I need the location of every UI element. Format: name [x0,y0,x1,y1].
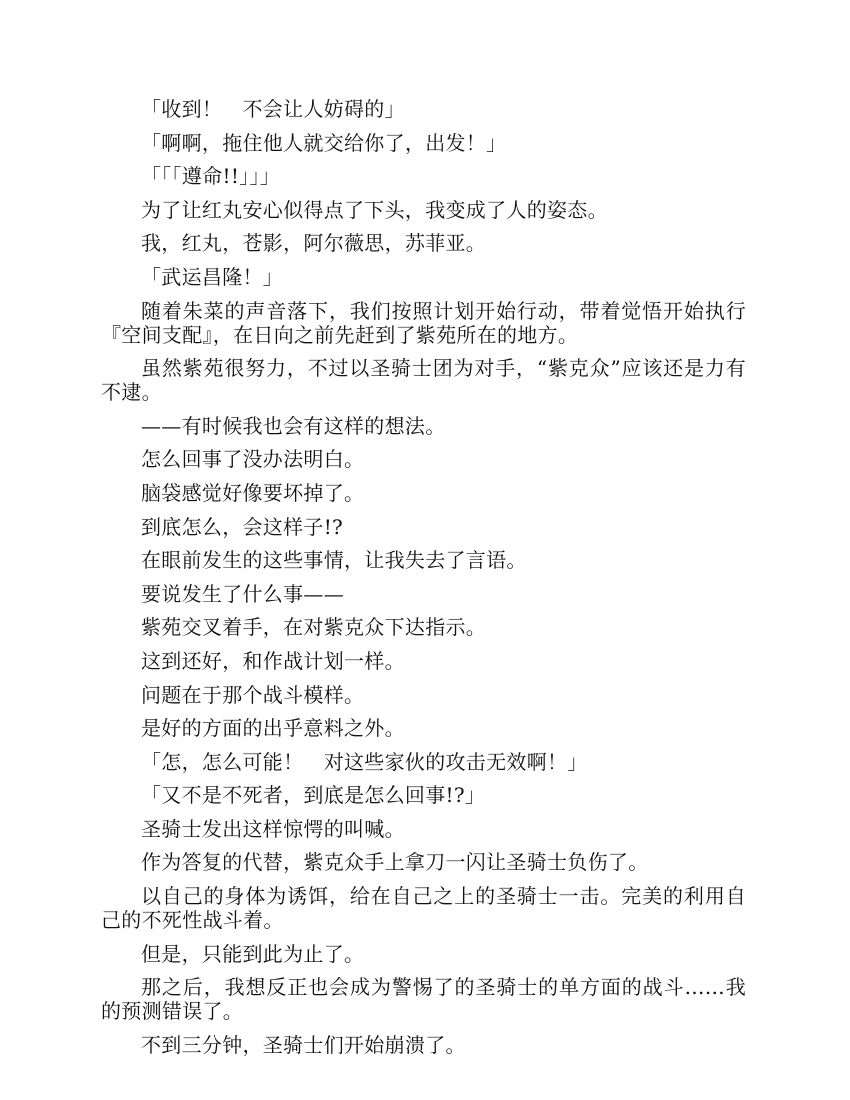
paragraph: 以自己的身体为诱饵，给在自己之上的圣骑士一击。完美的利用自己的不死性战斗着。 [101,884,746,933]
paragraph: 为了让红丸安心似得点了下头，我变成了人的姿态。 [141,197,608,222]
paragraph: 随着朱菜的声音落下，我们按照计划开始行动，带着觉悟开始执行『空间支配』，在日向之前先赶到了紫苑所在的地方。 [101,298,746,347]
paragraph: 要说发生了什么事—— [141,581,344,606]
paragraph: 圣骑士发出这样惊愕的叫喊。 [141,816,405,841]
paragraph: 我，红丸，苍影，阿尔薇思，苏菲亚。 [141,231,487,256]
paragraph: 在眼前发生的这些事情，让我失去了言语。 [141,548,527,573]
paragraph: 「「「遵命!!」」」 [141,164,281,189]
body-text [101,97,746,1066]
paragraph: 问题在于那个战斗模样。 [141,682,365,707]
paragraph: 脑袋感觉好像要坏掉了。 [141,480,365,505]
paragraph: 是好的方面的出乎意料之外。 [141,716,405,741]
paragraph: 不到三分钟，圣骑士们开始崩溃了。 [141,1032,466,1057]
paragraph: 「啊啊，拖住他人就交给你了，出发！」 [141,130,507,155]
paragraph: 作为答复的代替，紫克众手上拿刀一闪让圣骑士负伤了。 [141,850,649,875]
paragraph: 「又不是不死者，到底是怎么回事!?」 [141,783,486,808]
paragraph: 「怎，怎么可能！ 对这些家伙的攻击无效啊！」 [141,749,588,774]
paragraph: 「收到！ 不会让人妨碍的」 [141,97,405,121]
paragraph: 怎么回事了没办法明白。 [141,447,365,472]
paragraph: 虽然紫苑很努力，不过以圣骑士团为对手，“紫克众”应该还是力有不逮。 [101,356,746,405]
paragraph: 紫苑交叉着手，在对紫克众下达指示。 [141,615,487,640]
paragraph: 这到还好，和作战计划一样。 [141,648,405,673]
paragraph: 「武运昌隆！」 [141,264,284,289]
paragraph: ——有时候我也会有这样的想法。 [141,413,446,438]
paragraph: 那之后，我想反正也会成为警惕了的圣骑士的单方面的战斗……我的预测错误了。 [101,975,746,1024]
paragraph: 但是，只能到此为止了。 [141,941,365,966]
paragraph: 到底怎么，会这样子!? [141,514,344,539]
